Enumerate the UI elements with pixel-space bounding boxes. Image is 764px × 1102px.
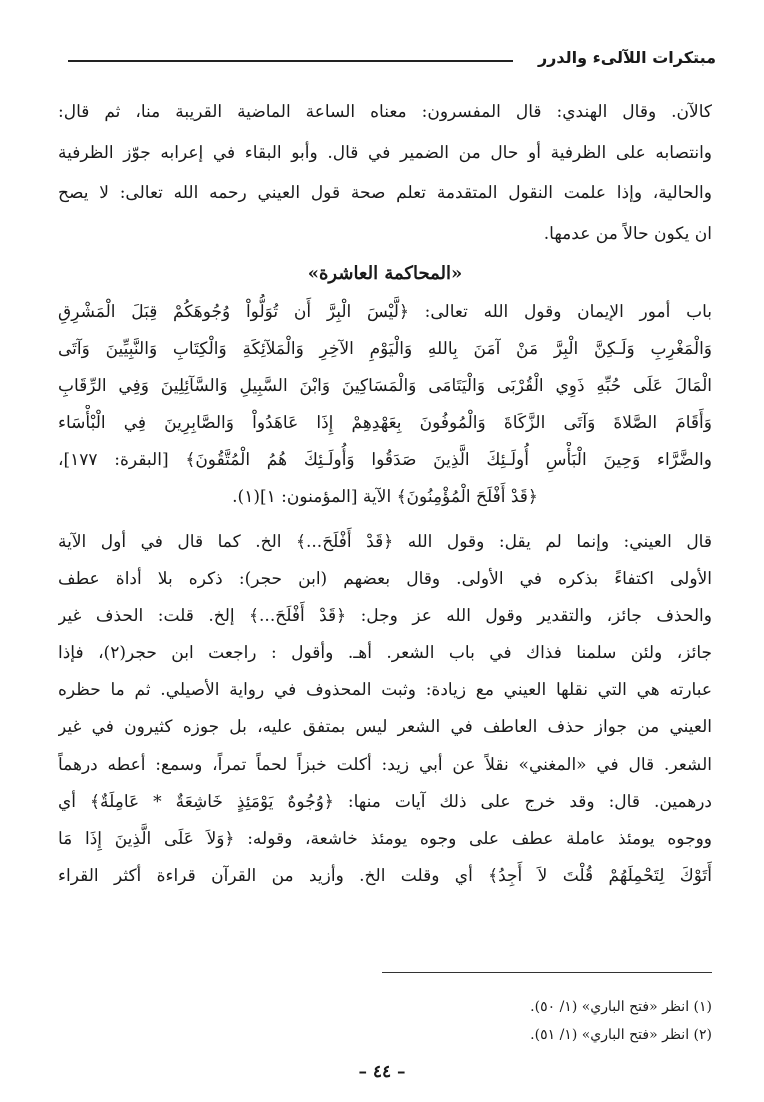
text-line: ان يكون حالاً من عدمها. bbox=[543, 223, 712, 244]
text-line: قال العيني: وإنما لم يقل: وقول الله ﴿قَدْ أَفْلَحَ...﴾ الخ. كما قال في أول الآية bbox=[58, 532, 712, 552]
text-line: الشعر. قال في «المغني» نقلاً عن أبي زيد: أكلت خبزاً لحماً تمراً، وسمع: أعطه درهماً bbox=[58, 754, 712, 775]
text-line: أَتَوْكَ لِتَحْمِلَهُمْ قُلْتَ لاَ أَجِدُ﴾ أي وقلت الخ. وأزيد من القرآن قراءة أكثر القراء bbox=[58, 865, 712, 886]
main-text bbox=[58, 92, 712, 895]
text-line: والحالية، وإذا علمت النقول المتقدمة تعلم صحة قول العيني رحمه الله تعالى: لا يصح bbox=[58, 183, 712, 203]
footnote: (٢) انظر «فتح الباري» (١/ ٥١). bbox=[530, 1027, 712, 1043]
paragraph-discussion bbox=[58, 524, 712, 895]
text-line: والضَّرَّاء وَحِينَ الْبَأْسِ أُولَـئِكَ الَّذِينَ صَدَقُوا وَأُولَـئِكَ هُمُ الْمُتَّقُونَ﴾ [البقرة: ١٧٧]، bbox=[58, 450, 712, 470]
text-line: الْمَالَ عَلَى حُبِّهِ ذَوِي الْقُرْبَى وَالْيَتَامَى وَالْمَسَاكِينَ وَابْنَ السَّبِيلِ وَالسَّآئِلِينَ وَفِي الرِّقَابِ bbox=[58, 376, 712, 396]
footnotes bbox=[382, 993, 712, 1049]
text-line: وَأَقَامَ الصَّلاةَ وَآتَى الزَّكَاةَ وَالْمُوفُونَ بِعَهْدِهِمْ إِذَا عَاهَدُواْ وَالصَّابِرِينَ فِي الْبْأْسَاء bbox=[58, 413, 712, 433]
paragraph-intro bbox=[58, 92, 712, 254]
text-line: جائز، ولئن سلمنا فذاك في باب الشعر. أهـ. وأقول : راجعت ابن حجر(٢)، فإذا bbox=[58, 643, 712, 664]
page-number: – ٤٤ – bbox=[358, 1062, 406, 1082]
text-line: والحذف جائز، والتقدير وقول الله عز وجل: ﴿قَدْ أَفْلَحَ...﴾ إلخ. قلت: الحذف غير bbox=[58, 606, 712, 627]
text-line: وانتصابه على الظرفية أو حال من الضمير في قال. وأبو البقاء في إعرابه جوّز الظرفية bbox=[58, 142, 712, 163]
paragraph-verse bbox=[58, 294, 712, 516]
text-line: ﴿قَدْ أَفْلَحَ الْمُؤْمِنُونَ﴾ الآية [المؤمنون: ١](١). bbox=[232, 487, 538, 507]
text-line: درهمين. قال: وقد خرج على ذلك آيات منها: ﴿وُجُوهٌ يَوْمَئِذٍ خَاشِعَةٌ * عَامِلَةٌ﴾ أي bbox=[58, 791, 712, 812]
footnote-rule bbox=[382, 972, 712, 973]
section-heading: «المحاكمة العاشرة» bbox=[307, 263, 463, 284]
footnote: (١) انظر «فتح الباري» (١/ ٥٠). bbox=[530, 999, 712, 1015]
text-line: باب أمور الإيمان وقول الله تعالى: ﴿لَّيْسَ الْبِرَّ أَن تُوَلُّواْ وُجُوهَكُمْ قِبَلَ الْمَشْرِقِ bbox=[58, 302, 712, 322]
text-line: عبارته هي التي نقلها العيني مع زيادة: وثبت المحذوف في رواية الأصيلي. ثم ما حظره bbox=[58, 680, 712, 701]
text-line: العيني من جواز حذف العاطف في الشعر ليس بمتفق عليه، بل جوزه كثيرون في غير bbox=[58, 717, 712, 738]
text-line: كالآن. وقال الهندي: قال المفسرون: معناه الساعة الماضية القريبة منا، ثم قال: bbox=[58, 102, 712, 122]
text-line: ووجوه يومئذ عاملة عطف على وجوه يومئذ خاشعة، وقوله: ﴿وَلاَ عَلَى الَّذِينَ إِذَا مَا bbox=[58, 828, 712, 849]
text-line: الأولى اكتفاءً بذكره في الأولى. وقال بعضهم (ابن حجر): ذكره بلا أداة عطف bbox=[58, 569, 712, 590]
header-rule bbox=[68, 60, 513, 62]
running-title: مبتكرات اللآلىء والدرر bbox=[537, 48, 716, 67]
text-line: وَالْمَغْرِبِ وَلَـكِنَّ الْبِرَّ مَنْ آمَنَ بِاللهِ وَالْيَوْمِ الآخِرِ وَالْمَلآئِكَةِ وَالْكِتَابِ وَالنَّبِيِّينَ وَآتَى bbox=[58, 339, 712, 359]
